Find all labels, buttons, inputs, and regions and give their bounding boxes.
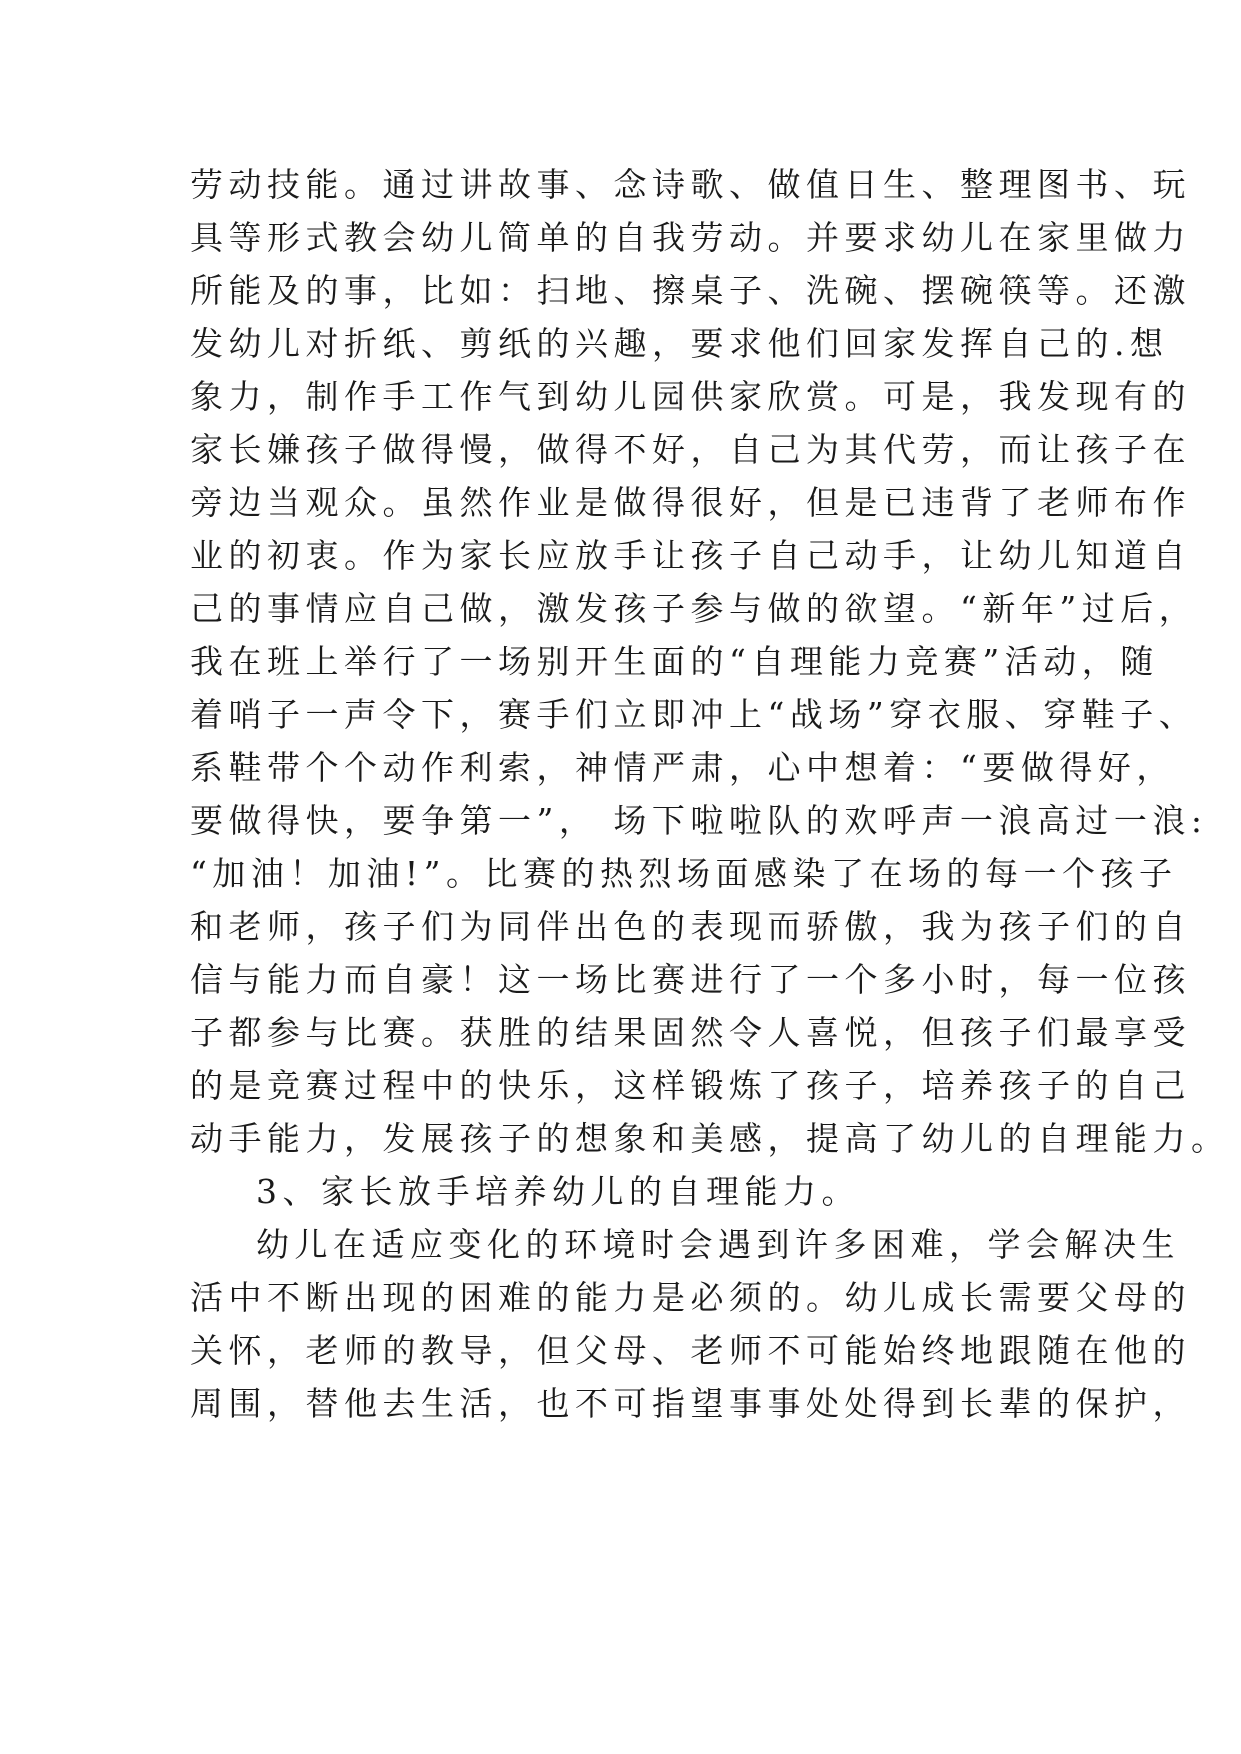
text-line: 子都参与比赛。获胜的结果固然令人喜悦，但孩子们最享受 [190,1013,1191,1052]
paragraph-2 [190,1218,1191,1430]
text-line: 关怀，老师的教导，但父母、老师不可能始终地跟随在他的 [190,1331,1191,1370]
text-line: 信与能力而自豪！这一场比赛进行了一个多小时，每一位孩 [190,960,1191,999]
text-line: 幼儿在适应变化的环境时会遇到许多困难，学会解决生 [256,1225,1180,1264]
text-line: 着哨子一声令下，赛手们立即冲上“战场”穿衣服、穿鞋子、 [190,695,1198,734]
text-line: 系鞋带个个动作利索，神情严肃，心中想着：“要做得好， [190,748,1175,787]
text-line: 劳动技能。通过讲故事、念诗歌、做值日生、整理图书、玩 [190,165,1191,204]
paragraph-1 [190,158,1230,1165]
text-line: “加油！加油!”。比赛的热烈场面感染了在场的每一个孩子 [190,854,1178,893]
text-line: 业的初衷。作为家长应放手让孩子自己动手，让幼儿知道自 [190,536,1191,575]
text-line: 家长嫌孩子做得慢，做得不好，自己为其代劳，而让孩子在 [190,430,1191,469]
text-line: 发幼儿对折纸、剪纸的兴趣，要求他们回家发挥自己的.想 [190,324,1169,363]
text-line: 我在班上举行了一场别开生面的“自理能力竞赛”活动，随 [190,642,1159,681]
text-line: 要做得快，要争第一”， 场下啦啦队的欢呼声一浪高过一浪: [190,801,1208,840]
text-line: 的是竞赛过程中的快乐，这样锻炼了孩子，培养孩子的自己 [190,1066,1191,1105]
text-line: 己的事情应自己做，激发孩子参与做的欲望。“新年”过后， [190,589,1198,628]
body-text [190,158,1230,1430]
text-line: 周围，替他去生活，也不可指望事事处处得到长辈的保护， [190,1384,1191,1423]
text-line: 具等形式教会幼儿简单的自我劳动。并要求幼儿在家里做力 [190,218,1191,257]
text-line: 动手能力，发展孩子的想象和美感，提高了幼儿的自理能力。 [190,1119,1230,1158]
text-line: 旁边当观众。虽然作业是做得很好，但是已违背了老师布作 [190,483,1191,522]
text-line: 象力，制作手工作气到幼儿园供家欣赏。可是，我发现有的 [190,377,1191,416]
section-heading: 3、家长放手培养幼儿的自理能力。 [256,1172,860,1211]
text-line: 活中不断出现的困难的能力是必须的。幼儿成长需要父母的 [190,1278,1191,1317]
text-line: 所能及的事，比如：扫地、擦桌子、洗碗、摆碗筷等。还激 [190,271,1191,310]
text-line: 和老师，孩子们为同伴出色的表现而骄傲，我为孩子们的自 [190,907,1191,946]
